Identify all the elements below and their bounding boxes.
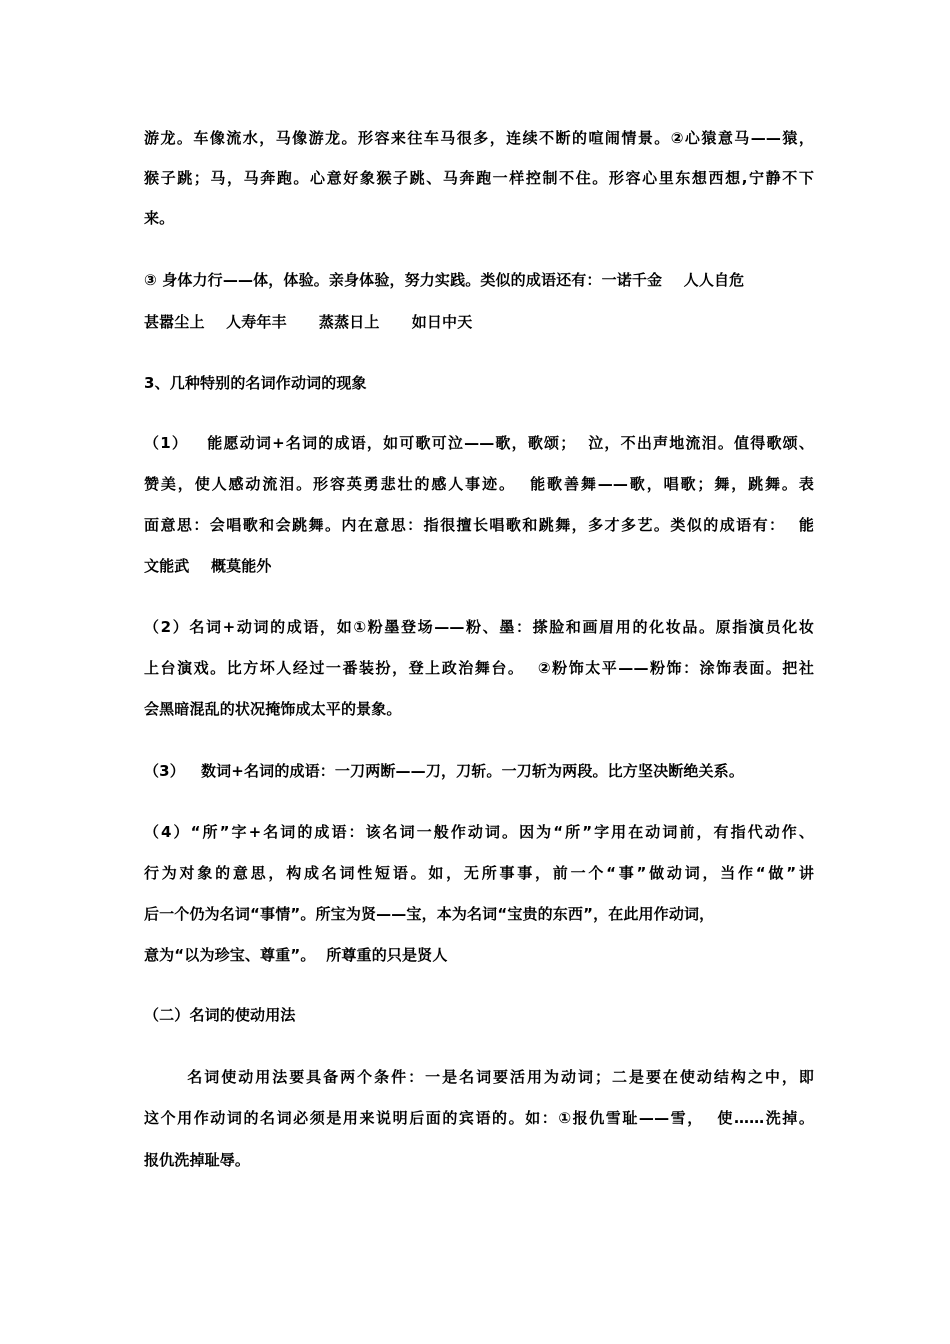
text-line: 名词使动用法要具备两个条件：一是名词要活用为动词；二是要在使动结构之中，即 — [144, 1068, 814, 1086]
text-line: 后一个仍为名词“事情”。所宝为贤——宝，本为名词“宝贵的东西”，在此用作动词， — [144, 905, 715, 923]
text-line: 猴子跳；马，马奔跑。心意好象猴子跳、马奔跑一样控制不住。形容心里东想西想,宁静不下 — [144, 169, 814, 187]
text-line: 上台演戏。比方坏人经过一番装扮，登上政治舞台。 ②粉饰太平——粉饰：涂饰表面。把社 — [144, 659, 814, 677]
section-heading: 3、几种特别的名词作动词的现象 — [144, 374, 367, 392]
text-line: 这个用作动词的名词必须是用来说明后面的宾语的。如：①报仇雪耻——雪， 使……洗掉。 — [144, 1109, 814, 1127]
text-line: 行为对象的意思，构成名词性短语。如，无所事事，前一个“事”做动词，当作“做”讲 — [144, 864, 814, 882]
text-line: （4）“所”字+名词的成语：该名词一般作动词。因为“所”字用在动词前，有指代动作、 — [144, 823, 814, 841]
text-line: 面意思：会唱歌和会跳舞。内在意思：指很擅长唱歌和跳舞，多才多艺。类似的成语有： 能 — [144, 516, 814, 534]
text-line: ③ 身体力行——体，体验。亲身体验，努力实践。类似的成语还有：一诺千金 人人自危 — [144, 271, 745, 289]
text-line: （1） 能愿动词+名词的成语，如可歌可泣——歌，歌颂； 泣，不出声地流泪。值得歌颂、 — [144, 434, 814, 452]
text-line: （3） 数词+名词的成语：一刀两断——刀，刀斩。一刀斩为两段。比方坚决断绝关系。 — [144, 762, 744, 780]
text-line: 会黑暗混乱的状况掩饰成太平的景象。 — [144, 700, 402, 718]
text-line: 游龙。车像流水，马像游龙。形容来往车马很多，连续不断的喧闹情景。②心猿意马——猿， — [144, 129, 814, 147]
text-line: 意为“以为珍宝、尊重”。 所尊重的只是贤人 — [144, 946, 448, 964]
section-heading: （二）名词的使动用法 — [144, 1006, 296, 1024]
text-line: 赞美，使人感动流泪。形容英勇悲壮的感人事迹。 能歌善舞——歌，唱歌；舞，跳舞。表 — [144, 475, 814, 493]
text-line: 来。 — [144, 209, 175, 227]
text-line: 报仇洗掉耻辱。 — [144, 1151, 251, 1169]
text-line: 文能武 概莫能外 — [144, 557, 272, 575]
text-line: （2）名词+动词的成语，如①粉墨登场——粉、墨：搽脸和画眉用的化妆品。原指演员化妆 — [144, 618, 814, 636]
text-line: 甚嚣尘上 人寿年丰 蒸蒸日上 如日中天 — [144, 313, 473, 331]
